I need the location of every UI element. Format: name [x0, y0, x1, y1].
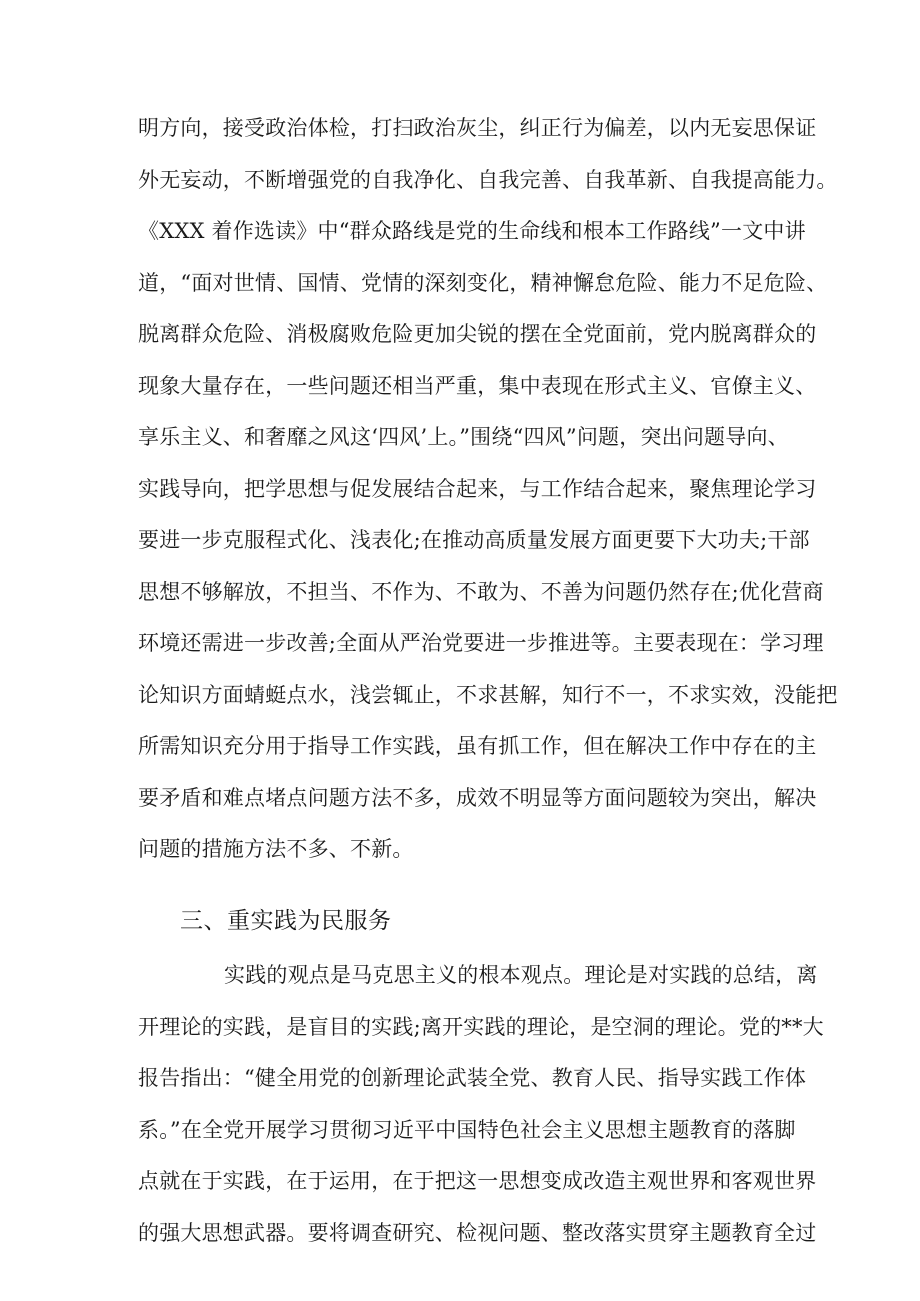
paragraph1-line-15: 问题的措施方法不多、不新。: [138, 837, 414, 861]
paragraph1-line-10: 思想不够解放，不担当、不作为、不敢为、不善为问题仍然存在;优化营商: [138, 580, 824, 604]
paragraph1-line-6: 现象大量存在，一些问题还相当严重，集中表现在形式主义、官僚主义、: [138, 374, 817, 398]
paragraph1-line-13: 所需知识充分用于指导工作实践，虽有抓工作，但在解决工作中存在的主: [138, 734, 817, 758]
paragraph2-line-5: 点就在于实践，在于运用，在于把这一思想变成改造主观世界和客观世界: [138, 1169, 817, 1193]
paragraph2-line-6: 的强大思想武器。要将调查研究、检视问题、整改落实贯穿主题教育全过: [138, 1221, 817, 1245]
paragraph1-line-1: 明方向，接受政治体检，打扫政治灰尘，纠正行为偏差，以内无妄思保证: [138, 116, 817, 140]
paragraph2-line-3: 报告指出：“健全用党的创新理论武装全党、教育人民、指导实践工作体: [138, 1066, 807, 1090]
paragraph1-line-2: 外无妄动，不断增强党的自我净化、自我完善、自我革新、自我提高能力。: [138, 168, 838, 192]
paragraph2-line-2: 开理论的实践，是盲目的实践;离开实践的理论，是空洞的理论。党的**大: [138, 1015, 824, 1039]
paragraph1-line-11: 环境还需进一步改善;全面从严治党要进一步推进等。主要表现在：学习理: [138, 631, 824, 655]
paragraph2-line-4: 系。”在全党开展学习贯彻习近平中国特色社会主义思想主题教育的落脚: [138, 1118, 796, 1142]
paragraph1-line-3: 《XXX 着作选读》中“群众路线是党的生命线和根本工作路线”一文中讲: [138, 219, 806, 243]
paragraph1-line-4: 道，“面对世情、国情、党情的深刻变化，精神懈怠危险、能力不足危险、: [138, 271, 828, 295]
section-heading: 三、重实践为民服务: [180, 908, 392, 934]
paragraph1-line-5: 脱离群众危险、消极腐败危险更加尖锐的摆在全党面前，党内脱离群众的: [138, 322, 817, 346]
paragraph2-line-1: 实践的观点是马克思主义的根本观点。理论是对实践的总结，离: [224, 963, 818, 987]
paragraph1-line-8: 实践导向，把学思想与促发展结合起来，与工作结合起来，聚焦理论学习: [138, 477, 817, 501]
paragraph1-line-9: 要进一步克服程式化、浅表化;在推动高质量发展方面更要下大功夫;干部: [138, 528, 810, 552]
paragraph1-line-14: 要矛盾和难点堵点问题方法不多，成效不明显等方面问题较为突出，解决: [138, 786, 817, 810]
paragraph1-line-12: 论知识方面蜻蜓点水，浅尝辄止，不求甚解，知行不一，不求实效，没能把: [138, 683, 838, 707]
paragraph1-line-7: 享乐主义、和奢靡之风这‘四风’上。”围绕“四风”问题，突出问题导向、: [138, 425, 789, 449]
